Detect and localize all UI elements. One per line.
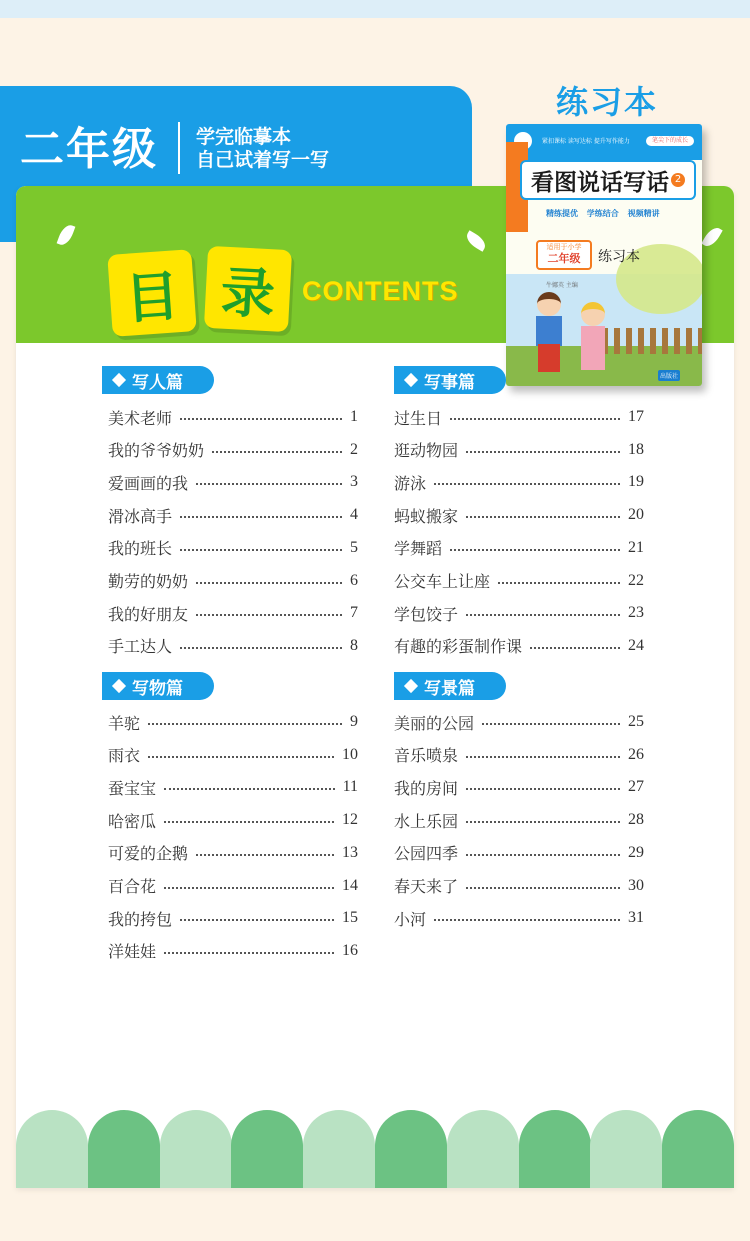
toc-entry [394,771,644,803]
toc-entry [394,499,644,531]
girl-figure-icon [578,302,608,372]
dot-leader [180,919,334,921]
toc-entry-page: 22 [628,571,644,589]
toc-entry-title: 美丽的公园 [394,713,475,733]
scallop-shape [590,1110,662,1188]
toc-entry-page: 25 [628,713,644,730]
section-header-people [102,366,214,394]
toc-entry-page: 6 [350,571,358,589]
toc-entry-page: 21 [628,538,644,556]
toc-entry [108,771,358,803]
book-tags: 精练提优 学练结合 视频精讲 [546,209,660,218]
contents-heading: CONTENTS [302,276,459,306]
dot-leader [450,418,620,420]
book-grade-box [536,240,592,270]
toc-entry-title: 蚕宝宝 [108,778,157,798]
toc-entry [394,434,644,466]
toc-entry [394,870,644,902]
toc-entry-title: 手工达人 [108,637,173,657]
toc-entry [108,401,358,433]
toc-entry-title: 学舞蹈 [394,539,443,559]
toc-entry-title: 公交车上让座 [394,572,491,591]
toc-entry [394,466,644,498]
toc-entry-page: 2 [350,440,358,458]
toc-entry-title: 逛动物园 [394,441,459,461]
heading-char-1: 目 [123,262,182,331]
toc-entry [394,565,644,597]
dot-leader [180,516,342,518]
section-title: 写人篇 [132,372,183,393]
toc-entry-page: 9 [350,713,358,730]
book-publisher: 出版社 [658,370,680,381]
dot-leader [530,647,620,649]
toc-entry-page: 26 [628,745,644,763]
dot-leader [148,723,342,725]
scallop-shape [160,1110,232,1188]
book-cover [506,124,702,386]
book-title: 看图说话写话 [531,169,669,196]
dot-leader [482,723,620,725]
book-title-box [520,160,696,200]
book-grade-big: 二年级 [547,252,581,265]
side-title: 练习本 [556,83,659,121]
dot-leader [450,549,620,551]
section-header-objects [102,672,214,700]
dot-leader [466,614,620,616]
dot-leader [466,854,620,856]
toc-entry-title: 过生日 [394,408,443,428]
toc-entry-page: 11 [342,778,358,796]
toc-entry-title: 雨衣 [108,746,141,766]
toc-entry-title: 我的房间 [394,778,459,798]
toc-entry-page: 20 [628,506,644,524]
section-title: 写事篇 [424,372,475,393]
toc-entry [108,565,358,597]
toc-entry [394,532,644,564]
toc-entry-title: 小河 [394,909,427,929]
heading-char-box-2 [204,246,292,332]
banner-divider [178,122,180,174]
toc-entry-title: 游泳 [394,473,427,493]
toc-entry-title: 音乐喷泉 [394,746,459,766]
toc-entry [108,870,358,902]
dot-leader [196,483,342,485]
dot-leader [196,854,334,856]
toc-entry [108,434,358,466]
scallop-shape [231,1110,303,1188]
book-editor: 牛娜英 主编 [546,282,578,289]
banner-subtitle [196,126,329,172]
toc-entry [394,630,644,662]
toc-entry [394,902,644,934]
toc-entry-title: 哈密瓜 [108,811,157,831]
toc-entry-page: 19 [628,473,644,491]
toc-entry [394,706,644,738]
toc-entry-page: 7 [350,604,358,622]
toc-entry-page: 4 [350,506,358,524]
toc-entry-page: 3 [350,473,358,491]
scallop-shape [375,1110,447,1188]
dot-leader [196,582,342,584]
toc-entry [108,739,358,771]
section-title: 写景篇 [424,678,475,699]
dot-leader [180,647,342,649]
dot-leader [148,756,334,758]
dot-leader [180,549,342,551]
toc-entry [394,739,644,771]
scallop-shape [16,1110,88,1188]
heading-char-box-1 [107,249,197,337]
book-topright-badge: 笔尖下的成长 [646,136,694,146]
toc-entry-title: 洋娃娃 [108,942,157,962]
toc-entry-title: 有趣的彩蛋制作课 [394,637,523,657]
toc-entry-title: 我的班长 [108,539,173,559]
toc-entry [108,706,358,738]
dot-leader [164,887,334,889]
toc-entry-page: 15 [342,909,358,927]
toc-entry-page: 13 [342,843,358,861]
dot-leader [164,952,334,954]
toc-entry-page: 27 [628,778,644,796]
dot-leader [466,821,620,823]
dot-leader [434,919,620,921]
toc-entry [108,837,358,869]
toc-entry-title: 美术老师 [108,408,173,428]
boy-figure-icon [532,292,566,372]
dot-leader [466,516,620,518]
scallop-shape [519,1110,591,1188]
toc-entry-page: 14 [342,876,358,894]
toc-entry-page: 28 [628,811,644,829]
toc-entry-title: 蚂蚁搬家 [394,506,459,526]
book-subtitle: 练习本 [598,249,640,265]
toc-entry-title: 我的挎包 [108,909,173,929]
toc-entry [108,630,358,662]
toc-entry [108,532,358,564]
dot-leader [466,887,620,889]
toc-entry-page: 8 [350,636,358,654]
dot-leader [466,756,620,758]
scallop-border [16,1110,734,1188]
dot-leader [466,788,620,790]
toc-entry-title: 我的好朋友 [108,604,189,624]
toc-entry-page: 16 [342,941,358,959]
diamond-icon [404,679,418,693]
section-title: 写物篇 [132,678,183,699]
diamond-icon [112,373,126,387]
toc-entry [108,935,358,967]
toc-entry-page: 29 [628,843,644,861]
top-strip [0,0,750,18]
toc-entry-title: 羊驼 [108,713,141,733]
toc-entry [108,466,358,498]
heading-char-2: 录 [219,259,277,326]
dot-leader [466,451,620,453]
dot-leader [212,451,342,453]
toc-entry-title: 春天来了 [394,877,459,896]
toc-entry [394,804,644,836]
scallop-shape [303,1110,375,1188]
toc-entry [108,902,358,934]
book-volume: 2 [671,173,685,187]
toc-entry-title: 勤劳的奶奶 [108,572,189,591]
toc-entry-page: 5 [350,538,358,556]
book-grade-small: 适用于小学 [546,243,582,251]
toc-entry [108,804,358,836]
toc-entry-page: 23 [628,604,644,622]
diamond-icon [112,679,126,693]
dot-leader [164,788,335,790]
scallop-shape [88,1110,160,1188]
grade-title: 二年级 [20,124,158,175]
toc-entry-title: 水上乐园 [394,811,459,831]
section-header-events [394,366,506,394]
diamond-icon [404,373,418,387]
toc-entry-page: 12 [342,811,358,829]
dot-leader [164,821,334,823]
toc-entry-page: 10 [342,745,358,763]
dot-leader [434,483,620,485]
dot-leader [196,614,342,616]
toc-entry [394,597,644,629]
toc-entry-title: 公园四季 [394,844,459,864]
dot-leader [498,582,620,584]
toc-entry-page: 1 [350,408,358,425]
toc-entry-title: 滑冰高手 [108,506,173,526]
toc-entry [394,401,644,433]
book-topline: 紧扣课标 读写达标 提升写作能力 [542,138,630,145]
toc-entry-page: 18 [628,440,644,458]
toc-entry-page: 17 [628,408,644,425]
toc-entry-title: 爱画画的我 [108,473,189,493]
toc-entry-title: 学包饺子 [394,604,459,624]
toc-entry-title: 我的爷爷奶奶 [108,441,205,461]
toc-entry [108,597,358,629]
banner-line-2: 自己试着写一写 [196,149,330,171]
banner-line-1: 学完临摹本 [196,126,292,148]
toc-entry-page: 30 [628,876,644,894]
scallop-shape [447,1110,519,1188]
toc-entry [394,837,644,869]
section-header-scenery [394,672,506,700]
toc-entry [108,499,358,531]
toc-entry-page: 31 [628,909,644,927]
dot-leader [180,418,342,420]
scallop-shape [662,1110,734,1188]
toc-entry-title: 百合花 [108,877,157,896]
toc-entry-page: 24 [628,636,644,654]
toc-entry-title: 可爱的企鹅 [108,844,189,864]
